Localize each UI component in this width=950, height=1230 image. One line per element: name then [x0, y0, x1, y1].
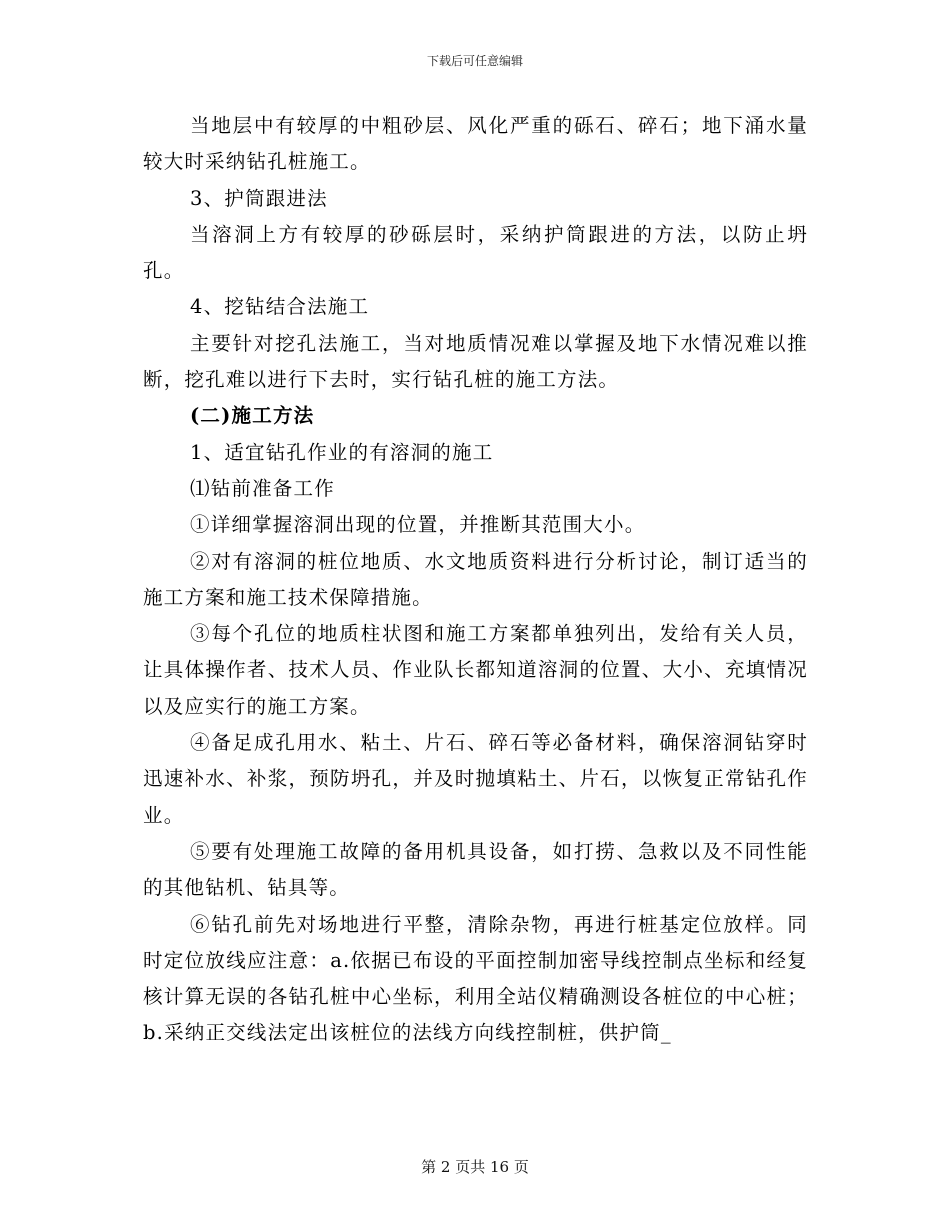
page-footer: 第 2 页共 16 页 [421, 1158, 529, 1176]
list-item: ⑥钻孔前先对场地进行平整，清除杂物，再进行桩基定位放样。同时定位放线应注意：a.依据已布设的平面控制加密导线控制点坐标和经复核计算无误的各钻孔桩中心坐标，利用全站仪精确测设各桩位的中心桩；b.采纳正交线法定出该桩位的法线方向线控制桩，供护筒_ [143, 912, 808, 1045]
section-title: 1、适宜钻孔作业的有溶洞的施工 [190, 440, 494, 464]
list-item: ②对有溶洞的桩位地质、水文地质资料进行分析讨论，制订适当的施工方案和施工技术保障措施。 [143, 549, 808, 609]
paragraph: 当地层中有较厚的中粗砂层、风化严重的砾石、碎石；地下涌水量较大时采纳钻孔桩施工。 [143, 114, 808, 174]
paragraph: 当溶洞上方有较厚的砂砾层时，采纳护筒跟进的方法，以防止坍孔。 [143, 222, 808, 283]
list-item: ④备足成孔用水、粘土、片石、碎石等必备材料，确保溶洞钻穿时迅速补水、补浆，预防坍孔，并及时抛填粘土、片石，以恢复正常钻孔作业。 [143, 731, 808, 827]
subsection-title: ⑴钻前准备工作 [190, 476, 335, 500]
document-body [143, 108, 808, 1052]
section-heading: (二)施工方法 [190, 404, 315, 428]
list-item: ⑤要有处理施工故障的备用机具设备，如打捞、急救以及不同性能的其他钻机、钻具等。 [143, 839, 808, 900]
page-header: 下载后可任意编辑 [426, 54, 523, 68]
paragraph: 主要针对挖孔法施工，当对地质情况难以掌握及地下水情况难以推断，挖孔难以进行下去时，实行钻孔桩的施工方法。 [143, 331, 808, 392]
section-title: 3、护筒跟进法 [190, 186, 328, 210]
section-title: 4、挖钻结合法施工 [190, 295, 370, 319]
list-item: ①详细掌握溶洞出现的位置，并推断其范围大小。 [190, 513, 646, 537]
list-item: ③每个孔位的地质柱状图和施工方案都单独列出，发给有关人员，让具体操作者、技术人员、作业队长都知道溶洞的位置、大小、充填情况以及应实行的施工方案。 [143, 622, 808, 718]
